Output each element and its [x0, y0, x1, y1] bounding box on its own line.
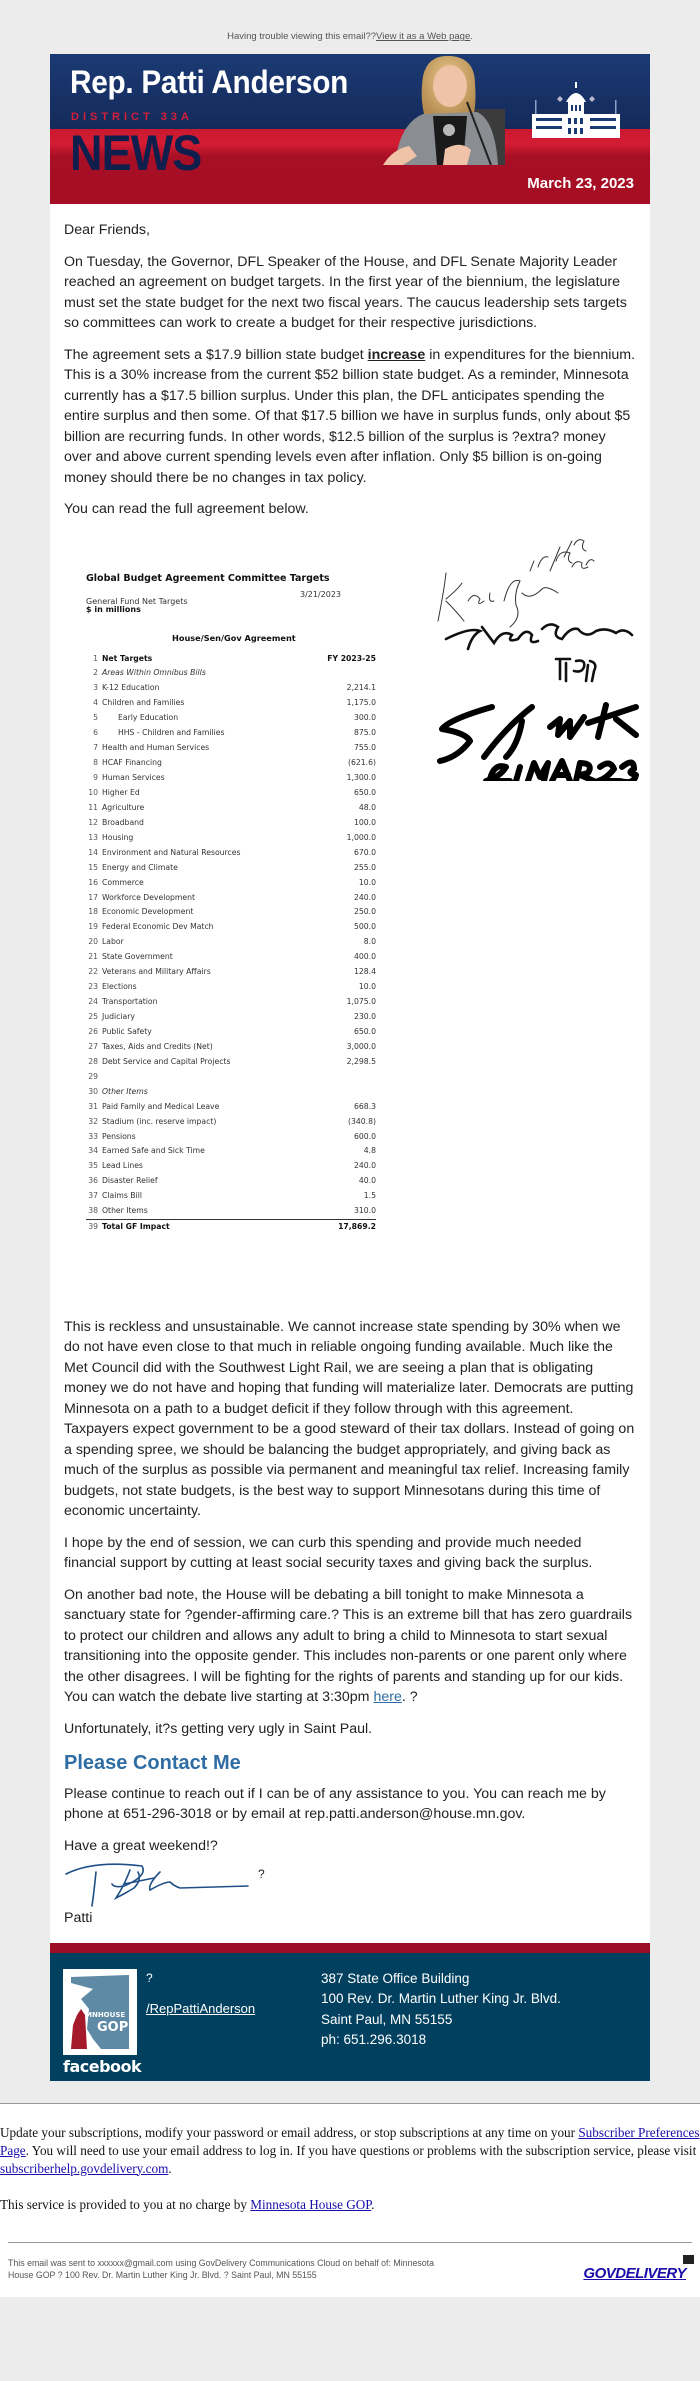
row-number: 31 — [88, 1101, 98, 1111]
office-address — [321, 1969, 561, 2051]
agreement-row — [86, 1115, 376, 1130]
row-number: 39 — [88, 1221, 98, 1231]
agreement-row — [86, 1189, 376, 1204]
row-value: 8.0 — [363, 937, 376, 947]
row-number: 9 — [93, 773, 98, 782]
row-number: 14 — [88, 847, 98, 857]
row-value: 230.0 — [353, 1012, 376, 1021]
row-value: 40.0 — [358, 1176, 376, 1186]
address-line-2: 100 Rev. Dr. Martin Luther King Jr. Blvd. — [321, 1991, 561, 2006]
row-number: 28 — [88, 1056, 98, 1066]
agreement-row — [86, 935, 376, 950]
agreement-row — [86, 861, 376, 876]
email-container — [50, 54, 650, 2081]
row-value: 128.4 — [353, 967, 376, 977]
row-label: Early Education — [118, 713, 179, 723]
row-label: Transportation — [102, 997, 158, 1007]
signature-mark: ? — [258, 1867, 265, 1881]
row-label: Economic Development — [102, 907, 194, 917]
row-value: 48.0 — [358, 802, 376, 812]
agreement-row — [86, 711, 376, 726]
sent-to-notice: This email was sent to xxxxxx@gmail.com using GovDelivery Communications Cloud on behalf of: Minnesota House GOP ? 100 Rev. Dr. Martin Luther King Jr. Blvd. ? Saint Paul, MN 55155 — [8, 2257, 434, 2280]
agreement-row — [86, 771, 376, 786]
row-number: 30 — [88, 1086, 98, 1096]
agreement-row — [86, 1085, 376, 1100]
row-value: 875.0 — [353, 728, 376, 738]
agreement-row — [86, 965, 376, 980]
agreement-row — [86, 831, 376, 846]
row-label: Earned Safe and Sick Time — [102, 1146, 205, 1156]
row-label: Veterans and Military Affairs — [102, 967, 211, 977]
row-number: 26 — [88, 1026, 98, 1036]
row-label: Broadband — [102, 817, 144, 827]
row-value: 240.0 — [353, 892, 376, 902]
footer-contact-band — [50, 1943, 650, 2081]
row-value: 2,298.5 — [346, 1056, 376, 1066]
row-label: Areas Within Omnibus Bills — [102, 668, 206, 678]
facebook-label: facebook — [63, 2056, 142, 2076]
row-label: Environment and Natural Resources — [102, 847, 241, 857]
agreement-column-group: House/Sen/Gov Agreement — [172, 632, 296, 643]
row-number: 10 — [88, 787, 98, 797]
row-label: Labor — [102, 937, 124, 947]
row-number: 38 — [88, 1206, 98, 1216]
address-line-3: Saint Paul, MN 55155 — [321, 2011, 453, 2027]
row-label: HHS - Children and Families — [118, 728, 225, 738]
row-label: Stadium (inc. reserve impact) — [102, 1116, 217, 1126]
row-label: Judiciary — [102, 1012, 135, 1021]
row-number: 13 — [88, 832, 98, 842]
mn-house-gop-logo-icon — [63, 1969, 137, 2055]
row-value: 240.0 — [353, 1161, 376, 1171]
row-label: Debt Service and Capital Projects — [102, 1056, 231, 1066]
row-value: 650.0 — [353, 1026, 376, 1036]
row-value: (621.6) — [347, 758, 376, 768]
row-label: Health and Human Services — [102, 743, 210, 753]
subscription-footer — [0, 2103, 700, 2297]
row-label: Net Targets — [102, 653, 153, 663]
service-provider-notice: This service is provided to you at no charge by Minnesota House GOP. — [0, 2196, 375, 2212]
paragraph-read-agreement: You can read the full agreement below. — [64, 501, 309, 517]
agreement-row — [86, 801, 376, 816]
agreement-row — [86, 1100, 376, 1115]
row-label: Energy and Climate — [102, 862, 178, 872]
row-value: 255.0 — [353, 862, 376, 872]
row-value: 1.5 — [363, 1191, 376, 1201]
row-value: 650.0 — [353, 787, 376, 797]
row-label: Public Safety — [102, 1026, 152, 1036]
row-number: 17 — [88, 892, 98, 902]
row-number: 6 — [93, 728, 98, 738]
row-number: 8 — [93, 758, 98, 768]
row-label: Agriculture — [102, 802, 145, 812]
agreement-row — [86, 1159, 376, 1174]
row-value: FY 2023-25 — [327, 653, 376, 663]
subscriber-preferences-link[interactable]: Subscriber Preferences Page — [0, 2124, 700, 2158]
row-number: 34 — [88, 1146, 98, 1156]
footer-mark: ? — [146, 1970, 153, 1985]
preheader-suffix: . — [470, 31, 473, 42]
greeting: Dear Friends, — [64, 222, 150, 238]
subscription-notice: Update your subscriptions, modify your password or email address, or stop subscriptions at any time on your Subscriber Preferences Page. You will need to use your email address to log in. If you have questions or problems with the subscription service, please visit subscriberhelp.govdelivery.com. — [0, 2124, 700, 2176]
row-label: Federal Economic Dev Match — [102, 922, 214, 932]
watch-debate-link[interactable]: here — [373, 1689, 402, 1705]
agreement-row — [86, 995, 376, 1010]
row-number: 25 — [88, 1012, 98, 1021]
agreement-row — [86, 696, 376, 711]
row-value: 668.3 — [353, 1101, 376, 1111]
budget-agreement-document — [64, 531, 636, 1311]
row-number: 11 — [88, 802, 98, 812]
row-number: 7 — [93, 743, 98, 753]
row-number: 37 — [88, 1191, 98, 1201]
agreement-row — [86, 1025, 376, 1040]
agreement-units: $ in millions — [86, 604, 141, 614]
office-phone: ph: 651.296.3018 — [321, 2032, 427, 2047]
row-value: 1,075.0 — [346, 997, 376, 1007]
row-value: 10.0 — [358, 877, 376, 887]
paragraph-saint-paul: Unfortunately, it?s getting very ugly in Saint Paul. — [64, 1720, 373, 1737]
mn-house-gop-logo[interactable] — [63, 1969, 137, 2055]
row-value: (340.8) — [347, 1116, 376, 1126]
signatures-image — [410, 531, 660, 781]
representative-portrait — [383, 54, 518, 165]
govdelivery-logo[interactable]: GOVDELIVERY — [583, 2265, 686, 2283]
row-number: 1 — [93, 653, 98, 663]
row-value: 100.0 — [353, 817, 376, 827]
row-number: 15 — [88, 862, 98, 872]
row-number: 4 — [93, 698, 98, 708]
emphasis-increase: increase — [367, 346, 426, 363]
row-value: 500.0 — [353, 922, 376, 932]
agreement-row — [86, 1174, 376, 1189]
envelope-icon — [683, 2255, 694, 2264]
view-as-web-page-link[interactable]: View it as a Web page — [376, 31, 471, 42]
row-label: Taxes, Aids and Credits (Net) — [102, 1041, 213, 1051]
svg-text:MNHOUSE: MNHOUSE — [85, 2010, 126, 2019]
agreement-row — [86, 1055, 376, 1070]
row-label: Lead Lines — [102, 1161, 143, 1171]
row-value: 670.0 — [353, 847, 376, 857]
row-number: 27 — [88, 1041, 98, 1051]
agreement-row — [86, 920, 376, 935]
newsletter-date: March 23, 2023 — [527, 175, 634, 192]
agreement-row — [86, 980, 376, 995]
row-number: 12 — [88, 817, 98, 827]
row-label: HCAF Financing — [102, 758, 162, 768]
row-label: Higher Ed — [102, 787, 140, 797]
row-number: 24 — [88, 997, 98, 1007]
paragraph-reckless: This is reckless and unsustainable. We cannot increase state spending by 30% when we do not have even close to that much in reliable ongoing funding available. Much like the Met Council did with the Southwest Light Rail, we are seeing a plan that is obligating money we do not have and hoping that funding will materialize later. Democrats are putting Minnesota on a path to a budget deficit if they follow through with this agreement. Taxpayers expect government to be a good steward of their tax dollars. Instead of going on a spending spree, we should be balancing the budget appropriately, and giving back as much of the surplus as possible via permanent and meaningful tax relief. Increasing family budgets, not state budgets, is the best way to support Minnesotans during this time of economic uncertainty. — [64, 1318, 635, 1519]
row-value: 300.0 — [353, 713, 376, 723]
row-number: 3 — [93, 683, 98, 693]
signature-row — [64, 1862, 636, 1908]
row-label: K-12 Education — [102, 683, 160, 693]
row-value: 3,000.0 — [346, 1041, 376, 1051]
agreement-row — [86, 666, 376, 681]
capitol-building-icon — [530, 82, 622, 140]
agreement-row — [86, 741, 376, 756]
row-label: Disaster Relief — [102, 1176, 158, 1186]
address-line-1: 387 State Office Building — [321, 1970, 470, 1986]
row-value: 1,175.0 — [346, 698, 376, 708]
row-value: 1,300.0 — [346, 773, 376, 782]
row-label: Other Items — [102, 1206, 148, 1216]
row-number: 20 — [88, 937, 98, 947]
row-label: Total GF Impact — [102, 1221, 170, 1231]
row-value: 250.0 — [353, 907, 376, 917]
preheader — [0, 0, 700, 54]
svg-text:GOP: GOP — [97, 2019, 129, 2035]
row-value: 10.0 — [358, 982, 376, 992]
agreement-row — [86, 876, 376, 891]
subscriber-help-link[interactable]: subscriberhelp.govdelivery.com — [0, 2160, 169, 2176]
row-number: 19 — [88, 922, 98, 932]
row-number: 5 — [93, 713, 98, 723]
banner-district: DISTRICT 33A — [71, 111, 193, 123]
row-number: 22 — [88, 967, 98, 977]
row-number: 35 — [88, 1161, 98, 1171]
row-label: Other Items — [102, 1086, 148, 1096]
row-value: 1,000.0 — [346, 832, 376, 842]
row-label: Elections — [102, 982, 137, 992]
row-label: Pensions — [102, 1131, 136, 1141]
contact-heading: Please Contact Me — [64, 1752, 241, 1774]
row-value: 4.8 — [363, 1146, 376, 1156]
handwritten-signature-image — [64, 1862, 254, 1908]
row-number: 36 — [88, 1176, 98, 1186]
agreement-row — [86, 756, 376, 771]
row-label: Human Services — [102, 773, 165, 782]
agreement-row — [86, 1070, 376, 1085]
row-label: Commerce — [102, 877, 144, 887]
agreement-row — [86, 891, 376, 906]
paragraph-weekend: Have a great weekend!? — [64, 1837, 218, 1854]
paragraph-curb-spending: I hope by the end of session, we can curb this spending and provide much needed financial support by cutting at least social security taxes and giving back the surplus. — [64, 1534, 593, 1571]
row-number: 32 — [88, 1116, 98, 1126]
row-value: 2,214.1 — [346, 683, 376, 693]
agreement-row — [86, 1130, 376, 1145]
row-number: 16 — [88, 877, 98, 887]
row-number: 18 — [88, 907, 98, 917]
paragraph-budget-targets: On Tuesday, the Governor, DFL Speaker of the House, and DFL Senate Majority Leader reached an agreement on budget targets. In the first year of the biennium, the legislature must set the state budget for the next two fiscal years. The caucus leadership sets targets so committees can work to create a budget for their respective jurisdictions. — [64, 253, 627, 331]
row-label: State Government — [102, 952, 173, 962]
row-label: Children and Families — [102, 698, 185, 708]
row-number: 21 — [88, 952, 98, 962]
minnesota-house-gop-link[interactable]: Minnesota House GOP — [250, 2196, 372, 2212]
agreement-row — [86, 905, 376, 920]
agreement-title: Global Budget Agreement Committee Targets — [86, 572, 330, 584]
agreement-date: 3/21/2023 — [300, 589, 342, 599]
row-value: 310.0 — [353, 1206, 376, 1216]
row-label: Housing — [102, 832, 134, 842]
row-value: 600.0 — [353, 1131, 376, 1141]
agreement-row — [86, 681, 376, 696]
banner-news: NEWS — [70, 125, 202, 181]
paragraph-sanctuary-bill: On another bad note, the House will be debating a bill tonight to make Minnesota a sanctuary state for ?gender-affirming care.? This is an extreme bill that has zero guardrails to protect our children and allows any adult to bring a child to Minnesota to start sexual transitioning into the opposite gender. This includes non-parents or one parent only where the other disagrees. I will be fighting for the rights of parents and standing up for our kids. You can watch the debate live starting at 3:30pm here. ? — [64, 1586, 633, 1705]
row-label: Claims Bill — [102, 1191, 142, 1201]
agreement-table — [86, 652, 376, 1235]
row-label: Workforce Development — [102, 892, 196, 902]
row-number: 33 — [88, 1131, 98, 1141]
agreement-row — [86, 1144, 376, 1159]
row-number: 29 — [88, 1071, 98, 1081]
agreement-row — [86, 846, 376, 861]
preheader-text: Having trouble viewing this email?? — [227, 31, 377, 42]
row-number: 2 — [93, 668, 98, 678]
agreement-row — [86, 950, 376, 965]
facebook-page-link[interactable]: /RepPattiAnderson — [146, 2000, 256, 2016]
agreement-row — [86, 726, 376, 741]
header-banner — [50, 54, 650, 204]
agreement-row — [86, 652, 376, 667]
agreement-row — [86, 816, 376, 831]
row-value: 755.0 — [353, 743, 376, 753]
agreement-row — [86, 1040, 376, 1055]
agreement-row — [86, 1204, 376, 1219]
agreement-row — [86, 786, 376, 801]
signoff-name: Patti — [64, 1910, 93, 1926]
row-value: 400.0 — [353, 952, 376, 962]
banner-title: Rep. Patti Anderson — [70, 64, 349, 100]
delivery-footer — [8, 2242, 692, 2297]
row-number: 23 — [88, 982, 98, 992]
email-body — [50, 204, 650, 1929]
row-value: 17,869.2 — [338, 1221, 376, 1231]
row-label: Paid Family and Medical Leave — [102, 1101, 220, 1111]
agreement-row — [86, 1219, 376, 1234]
agreement-subtitle: General Fund Net Targets — [86, 597, 188, 606]
agreement-row — [86, 1010, 376, 1025]
paragraph-budget-increase: The agreement sets a $17.9 billion state budget increase in expenditures for the biennium. This is a 30% increase from the current $52 billion state budget. As a reminder, Minnesota currently has a $17.5 billion surplus. Under this plan, the DFL anticipates spending the entire surplus and then some. Of that $17.5 billion we have in surplus funds, only about $5 billion are recurring funds. In other words, $12.5 billion of the surplus is ?extra? money over and above current spending levels even after inflation. Only $5 billion is on-going money should there be no changes in tax policy. — [64, 346, 636, 486]
paragraph-contact: Please continue to reach out if I can be of any assistance to you. You can reach me by phone at 651-296-3018 or by email at rep.patti.anderson@house.mn.gov. — [64, 1785, 606, 1822]
